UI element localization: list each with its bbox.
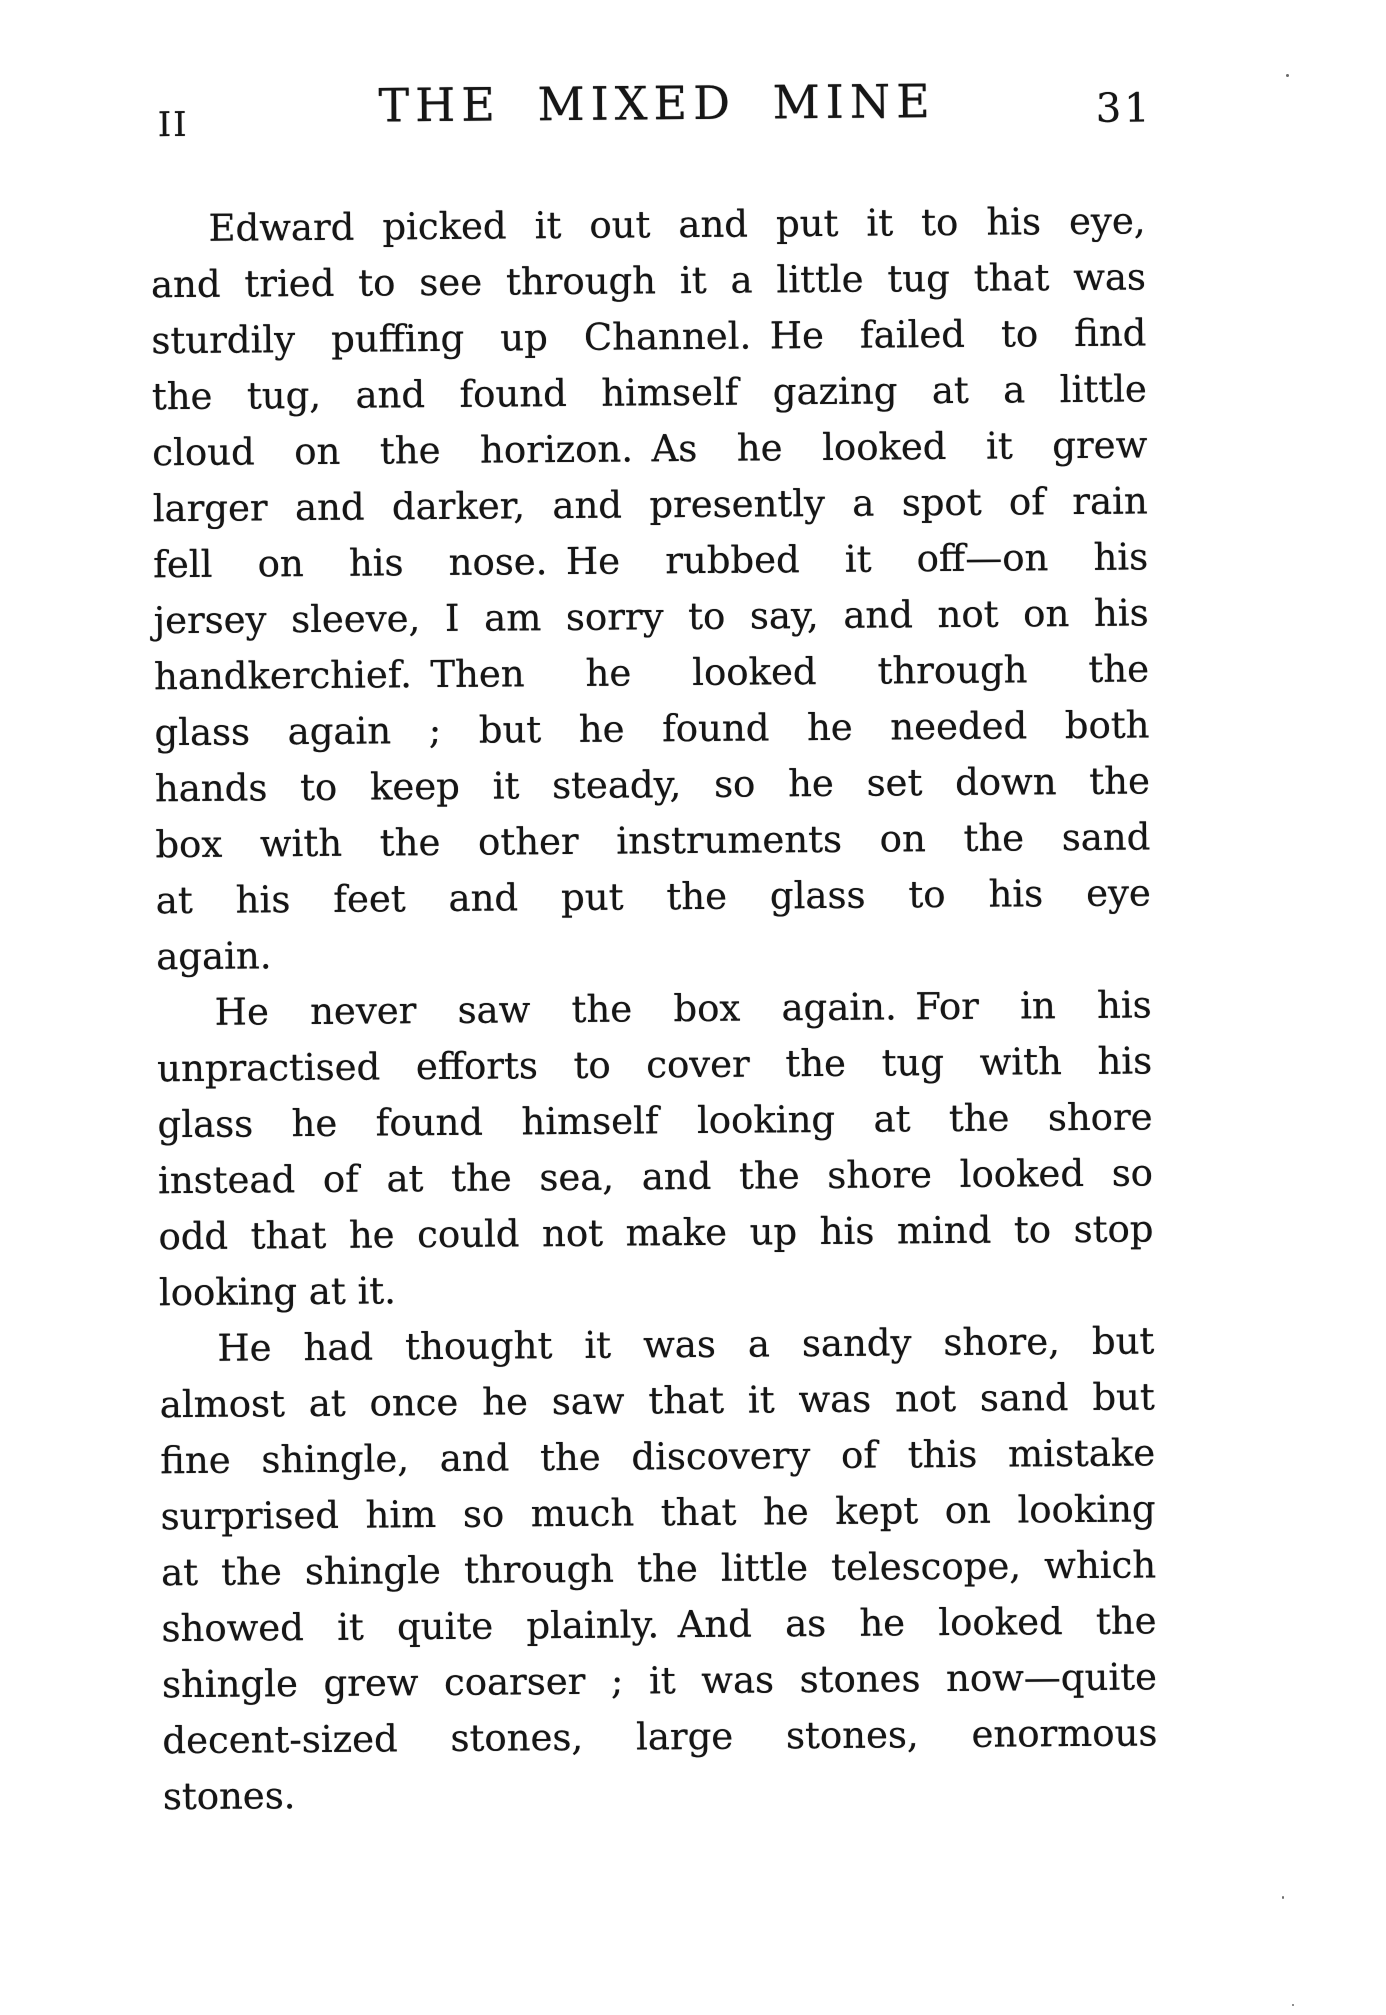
text-line: at his feet and put the glass to his eye <box>155 871 1151 923</box>
text-line: showed it quite plainly. And as he looked the <box>161 1599 1157 1651</box>
page-number: 31 <box>1095 85 1153 132</box>
text-line: the tug, and found himself gazing at a little <box>151 367 1148 419</box>
scan-speck <box>1286 74 1289 77</box>
text-block <box>150 193 1158 1825</box>
text-line: hands to keep it steady, so he set down the <box>154 759 1151 811</box>
scan-speck <box>1292 2004 1294 2006</box>
text-line: handkerchief. Then he looked through the <box>153 647 1150 699</box>
text-line: fine shingle, and the discovery of this mistake <box>160 1431 1156 1483</box>
text-line: almost at once he saw that it was not sand but <box>159 1375 1155 1427</box>
paragraph <box>156 977 1154 1321</box>
paragraph <box>159 1313 1158 1825</box>
text-line: He had thought it was a sandy shore, but <box>217 1319 1155 1370</box>
running-header <box>149 74 1153 166</box>
text-line: cloud on the horizon. As he looked it grew <box>152 423 1148 475</box>
text-line: jersey sleeve, I am sorry to say, and not on his <box>153 591 1149 643</box>
chapter-marker: II <box>157 104 189 146</box>
text-line: at the shingle through the little telescope, which <box>160 1543 1157 1595</box>
text-line: unpractised efforts to cover the tug with his <box>156 1039 1153 1091</box>
text-line: fell on his nose. He rubbed it off—on his <box>153 535 1149 587</box>
text-line: looking at it. <box>158 1269 397 1315</box>
text-line: glass again ; but he found he needed both <box>154 703 1150 755</box>
text-line: odd that he could not make up his mind to stop <box>158 1207 1154 1259</box>
text-line: He never saw the box again. For in his <box>214 983 1152 1034</box>
text-line: box with the other instruments on the sand <box>155 815 1151 867</box>
text-line: stones. <box>162 1774 296 1819</box>
text-line: sturdily puffing up Channel. He failed to find <box>151 311 1147 363</box>
text-line: decent-sized stones, large stones, enormous <box>162 1711 1158 1763</box>
text-line: shingle grew coarser ; it was stones now—quite <box>161 1655 1158 1707</box>
text-line: instead of at the sea, and the shore looked so <box>157 1151 1154 1203</box>
text-line: larger and darker, and presently a spot of rain <box>152 479 1148 531</box>
text-line: and tried to see through it a little tug that was <box>150 255 1147 307</box>
text-line: glass he found himself looking at the shore <box>157 1095 1153 1147</box>
running-title: THE MIXED MINE <box>378 74 936 133</box>
scan-speck <box>1282 1896 1284 1899</box>
text-line: Edward picked it out and put it to his eye, <box>208 199 1146 250</box>
text-line: again. <box>156 934 272 979</box>
paragraph <box>150 193 1151 985</box>
text-line: surprised him so much that he kept on looking <box>160 1487 1156 1539</box>
